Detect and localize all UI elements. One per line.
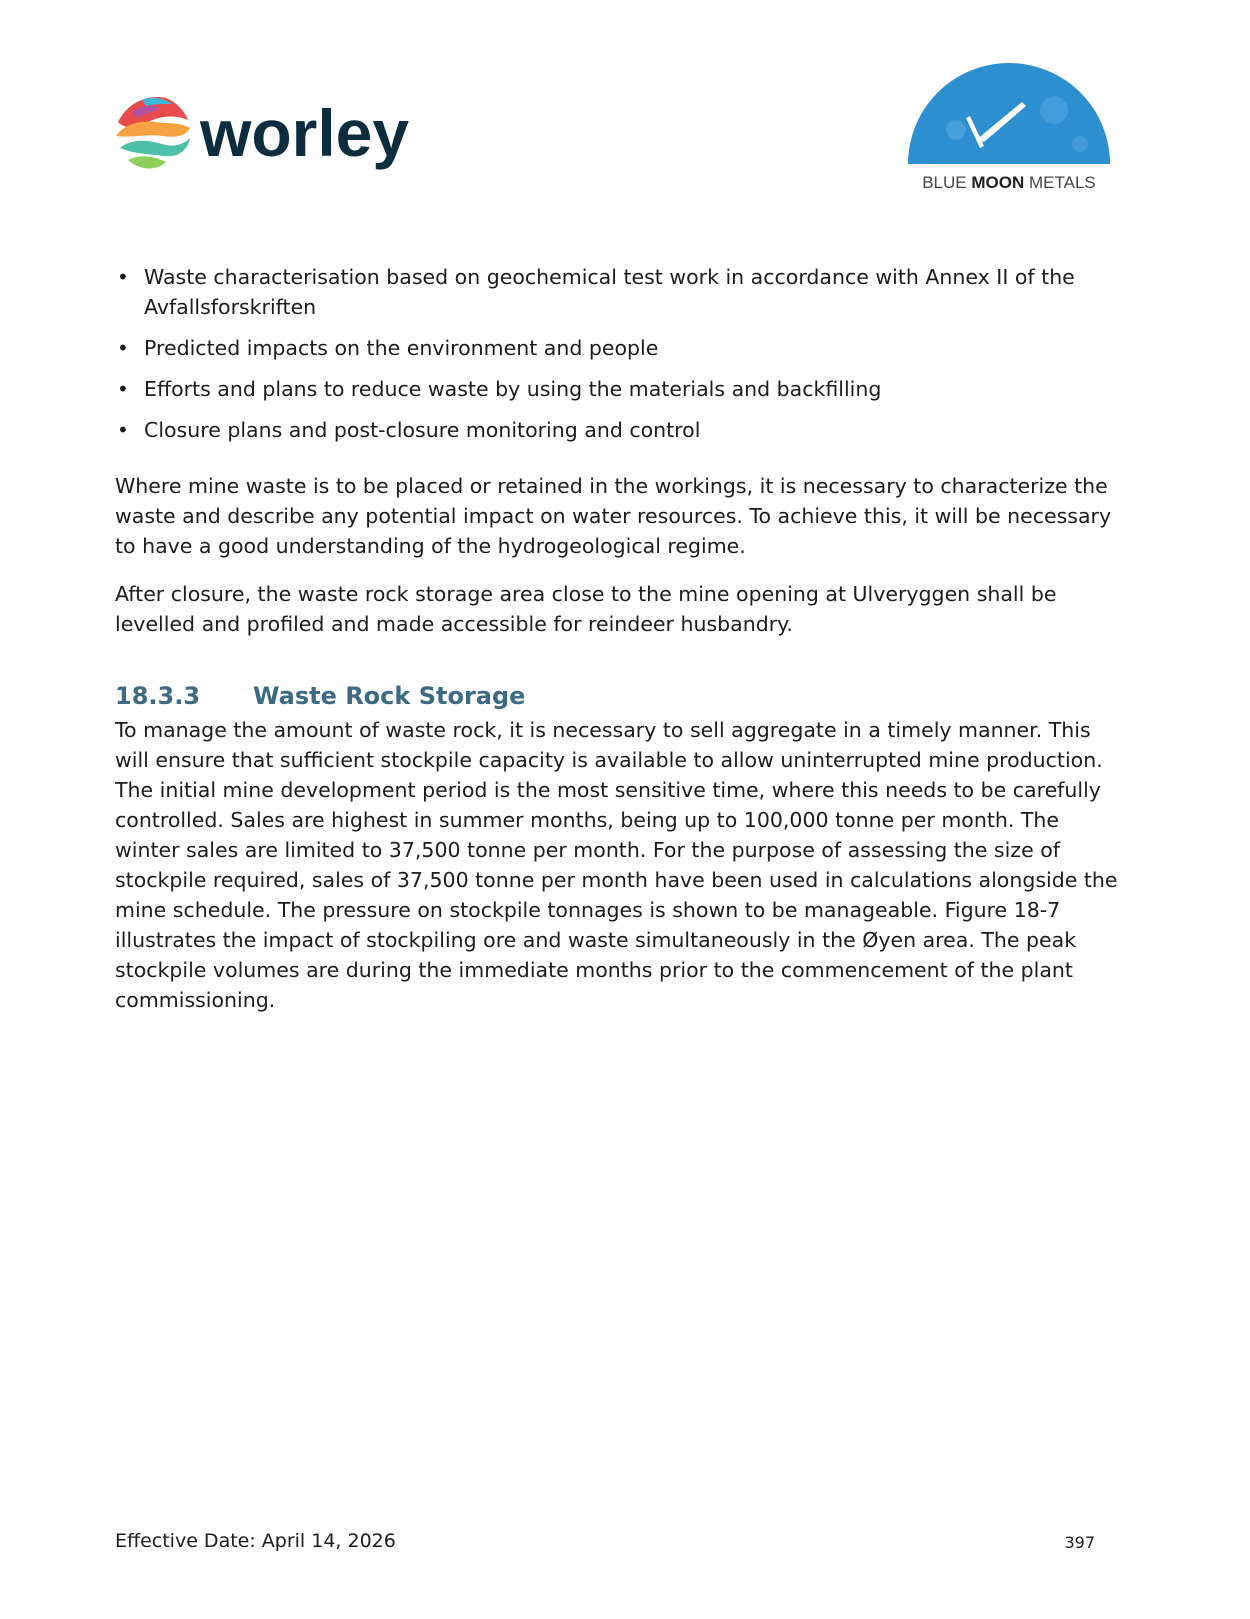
bullet-icon: • [117,377,129,401]
list-item-text: Predicted impacts on the environment and people [144,336,659,360]
list-item-text: Efforts and plans to reduce waste by using the materials and backfilling [144,377,882,401]
page-footer [115,1530,1095,1552]
logo-word-blue: BLUE [922,173,967,192]
worley-logo [114,92,454,174]
section-title: Waste Rock Storage [253,682,526,710]
bullet-icon: • [117,265,129,289]
svg-text:BLUE MOON METALS [922,173,1096,192]
effective-date: Effective Date: April 14, 2026 [115,1530,396,1552]
paragraph-closure: After closure, the waste rock storage area close to the mine opening at Ulveryggen shall be levelled and profiled and made accessible for reindeer husbandry. [115,582,1057,636]
page-content [115,262,1125,1015]
page-number: 397 [1064,1533,1095,1552]
section-number: 18.3.3 [115,682,201,710]
list-item [115,333,1125,363]
list-item [115,374,1125,404]
page-header [0,0,1250,220]
bullet-icon: • [117,336,129,360]
paragraph-mine-waste: Where mine waste is to be placed or retained in the workings, it is necessary to characterize the waste and describe any potential impact on water resources. To achieve this, it will be necessary to have a good understanding of the hydrogeological regime. [115,474,1112,558]
list-item [115,415,1125,445]
worley-logo-text: worley [200,96,410,170]
blue-moon-metals-logo [904,60,1114,195]
list-item-text: Waste characterisation based on geochemical test work in accordance with Annex II of the Avfallsforskriften [144,265,1075,319]
list-item-text: Closure plans and post-closure monitoring and control [144,418,701,442]
logo-word-moon: MOON [971,173,1025,192]
bullet-icon: • [117,418,129,442]
list-item [115,262,1125,322]
bullet-list [115,262,1125,445]
section-heading [115,679,1125,713]
worley-swirl-icon [114,95,190,171]
paragraph-waste-rock-storage: To manage the amount of waste rock, it is necessary to sell aggregate in a timely manner. This will ensure that sufficient stockpile capacity is available to allow uninterrupted mine production. The initial mine development period is the most sensitive time, where this needs to be carefully controlled. Sales are highest in summer months, being up to 100,000 tonne per month. The winter sales are limited to 37,500 tonne per month. For the purpose of assessing the size of stockpile required, sales of 37,500 tonne per month have been used in calculations alongside the mine schedule. The pressure on stockpile tonnages is shown to be manageable. Figure 18-7 illustrates the impact of stockpiling ore and waste simultaneously in the Øyen area. The peak stockpile volumes are during the immediate months prior to the commencement of the plant commissioning. [115,718,1118,1012]
logo-word-metals: METALS [1029,173,1096,192]
